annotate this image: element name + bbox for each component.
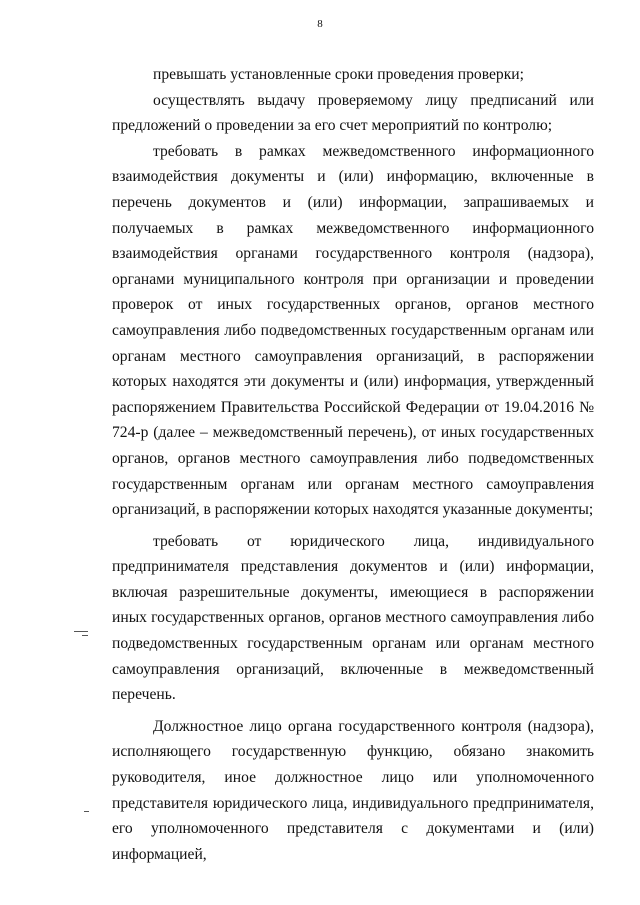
paragraph-issue-orders: осуществлять выдачу проверяемому лицу предписаний или предложений о проведении за его счет мероприятий по контролю;	[112, 91, 594, 135]
paragraph-exceed-deadlines: превышать установленные сроки проведения проверки;	[153, 66, 524, 83]
scan-mark-2	[82, 635, 88, 636]
paragraph-interagency-request: требовать в рамках межведомственного информационного взаимодействия документы и (или) информацию, включенные в перечень документов и (или) информации, запрашиваемых и получаемых в рамках межведомственного информационного взаимодействия органами государственного контроля (надзора), органами муниципального контроля при организации и проведении проверок от иных государственных органов, органов местного самоуправления либо подведомственных государственным органам или органам местного самоуправления организаций, в распоряжении которых находятся эти документы и (или) информация, утвержденный распоряжением Правительства Российской Федерации от 19.04.2016 № 724-р (далее – межведомственный перечень), от иных государственных органов, органов местного самоуправления либо подведомственных государственным органам или органам местного самоуправления организаций, в распоряжении которых находятся указанные документы;	[112, 142, 594, 519]
paragraph-demand-documents: требовать от юридического лица, индивидуального предпринимателя представления документов и (или) информации, включая разрешительные документы, имеющиеся в распоряжении иных государственных органов, органов местного самоуправления либо подведомственных государственным органам или органам местного самоуправления организаций, включенные в межведомственный перечень.	[112, 532, 594, 704]
scan-mark-1	[74, 631, 88, 632]
document-body	[112, 62, 594, 867]
scan-mark-3	[84, 811, 89, 812]
page-number: 8	[317, 18, 323, 30]
paragraph-official-obligation: Должностное лицо органа государственного контроля (надзора), исполняющего государственную функцию, обязано знакомить руководителя, иное должностное лицо или уполномоченного представителя юридического лица, индивидуального предпринимателя, его уполномоченного представителя с документами и (или) информацией,	[112, 717, 594, 863]
